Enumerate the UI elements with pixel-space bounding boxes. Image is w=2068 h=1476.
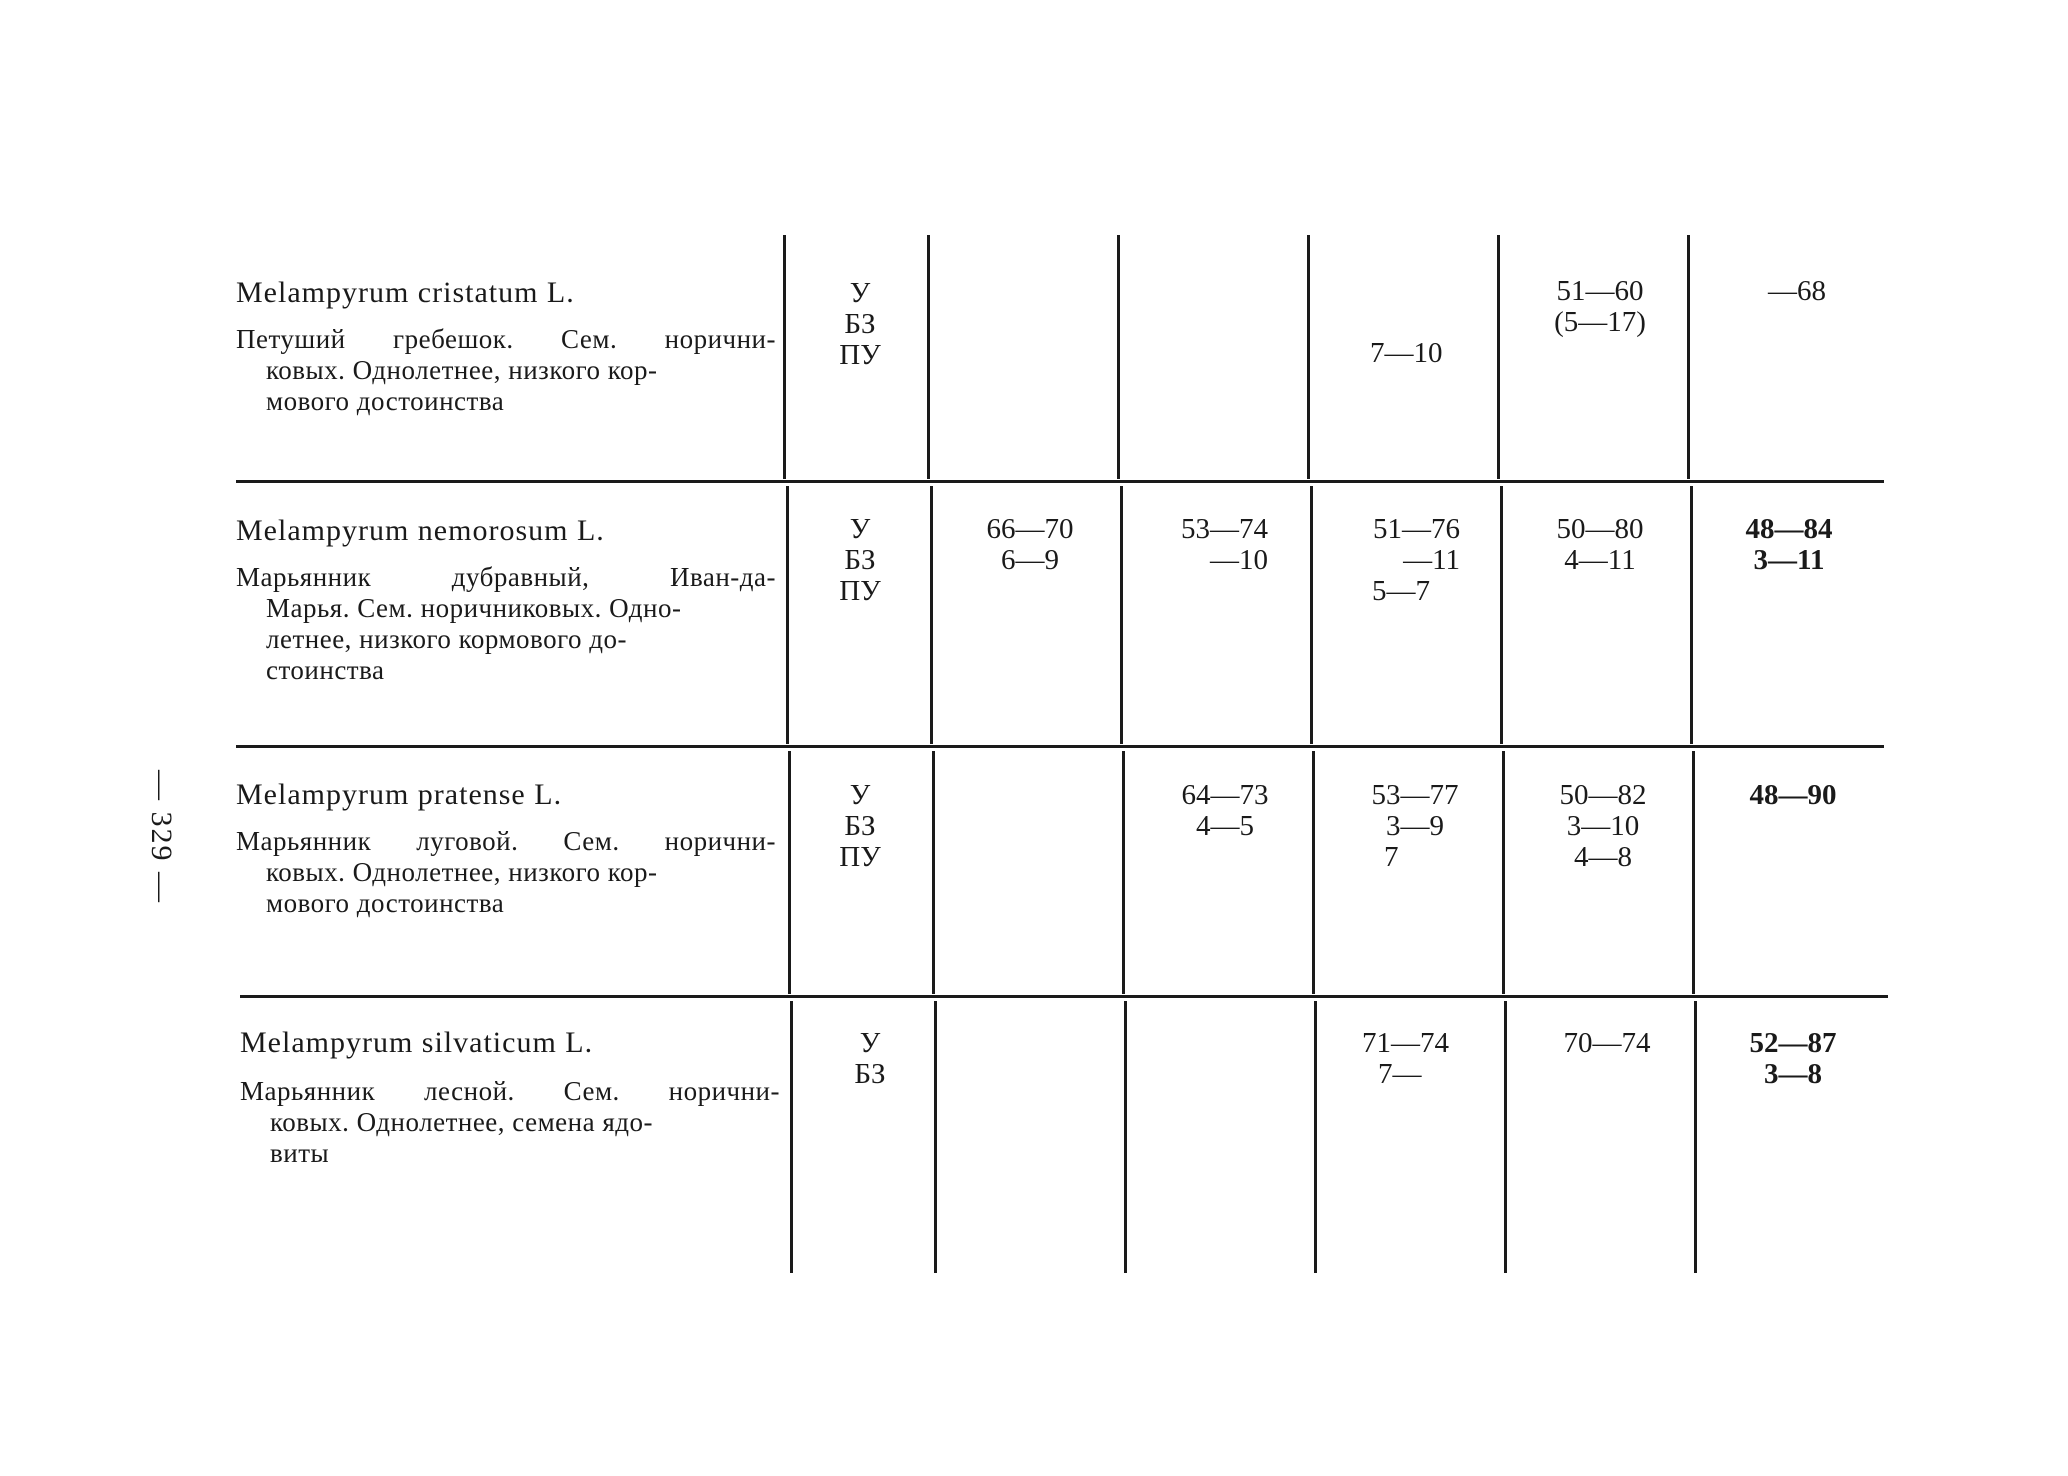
value: 4—5 (1196, 810, 1254, 842)
value: 64—73 (1181, 779, 1269, 811)
description-line: мового достоинства (266, 386, 505, 416)
value-cell (1734, 514, 1844, 576)
description-line: Марьянник луговой. Сем. норични- (236, 826, 776, 856)
column-divider (1122, 751, 1125, 994)
habitat-code: У (849, 513, 871, 545)
description-line: Петуший гребешок. Сем. норични- (236, 324, 776, 354)
column-divider (1307, 235, 1310, 479)
value: 3—8 (1764, 1058, 1822, 1090)
value: 3—9 (1386, 810, 1444, 842)
habitat-code: ПУ (839, 575, 881, 607)
value: 4—8 (1574, 841, 1632, 873)
description-line: Марья. Сем. норичниковых. Одно- (266, 593, 682, 623)
species-latin-name: Melampyrum silvaticum L. (240, 1026, 594, 1059)
value: —11 (1403, 544, 1460, 576)
habitat-code: БЗ (844, 308, 876, 340)
value: 3—11 (1753, 544, 1825, 576)
value-cell (1170, 780, 1280, 842)
habitat-code: У (849, 277, 871, 309)
value: 4—11 (1564, 544, 1636, 576)
value: 48—84 (1745, 513, 1833, 545)
value: 50—82 (1559, 779, 1647, 811)
value: 70—74 (1563, 1027, 1651, 1059)
column-divider (1692, 751, 1695, 994)
value: 66—70 (986, 513, 1074, 545)
species-latin-name: Melampyrum nemorosum L. (236, 514, 605, 547)
value: 51—76 (1373, 513, 1460, 545)
habitat-codes (800, 1028, 940, 1090)
column-divider (930, 486, 933, 744)
species-description (236, 324, 776, 417)
value: 7 (1384, 841, 1399, 873)
value: 53—74 (1181, 513, 1268, 545)
habitat-code: ПУ (839, 339, 881, 371)
column-divider (790, 1001, 793, 1273)
row-divider (240, 995, 1888, 998)
value: (5—17) (1554, 306, 1646, 338)
species-description (236, 826, 776, 919)
column-divider (1500, 486, 1503, 744)
description-line: ковых. Однолетнее, низкого кор- (266, 857, 658, 887)
column-divider (783, 235, 786, 479)
value-cell (1356, 514, 1460, 607)
column-divider (1312, 751, 1315, 994)
value-cell (1362, 1028, 1449, 1090)
value-cell (1738, 780, 1848, 811)
habitat-code: У (859, 1027, 881, 1059)
value: 71—74 (1362, 1027, 1449, 1059)
column-divider (1687, 235, 1690, 479)
column-divider (1117, 235, 1120, 479)
value-cell (1540, 276, 1660, 338)
value-cell (1360, 780, 1470, 873)
value: 7—10 (1370, 337, 1443, 369)
row-divider (236, 480, 1884, 483)
value-cell (1738, 1028, 1848, 1090)
value: 51—60 (1556, 275, 1644, 307)
column-divider (1314, 1001, 1317, 1273)
column-divider (932, 751, 935, 994)
value-cell (1768, 276, 1826, 307)
value-cell (1552, 1028, 1662, 1059)
value: —10 (1210, 544, 1268, 576)
value-cell (1545, 514, 1655, 576)
column-divider (1690, 486, 1693, 744)
column-divider (1124, 1001, 1127, 1273)
value: 3—10 (1566, 810, 1640, 842)
species-description (240, 1076, 780, 1169)
habitat-code: БЗ (854, 1058, 886, 1090)
species-latin-name: Melampyrum cristatum L. (236, 276, 575, 309)
species-latin-name: Melampyrum pratense L. (236, 778, 563, 811)
value: —68 (1768, 275, 1826, 307)
value: 53—77 (1371, 779, 1459, 811)
value-cell (1548, 780, 1658, 873)
column-divider (1502, 751, 1505, 994)
column-divider (1497, 235, 1500, 479)
value: 52—87 (1749, 1027, 1837, 1059)
value: 6—9 (1001, 544, 1059, 576)
description-line: ковых. Однолетнее, семена ядо- (270, 1107, 653, 1137)
habitat-code: БЗ (844, 544, 876, 576)
value-cell (975, 514, 1085, 576)
habitat-code: БЗ (844, 810, 876, 842)
value: 50—80 (1556, 513, 1644, 545)
habitat-codes (790, 514, 930, 607)
page-number: — 329 — (145, 770, 178, 904)
description-line: летнее, низкого кормового до- (266, 624, 628, 654)
column-divider (1120, 486, 1123, 744)
description-line: мового достоинства (266, 888, 505, 918)
value: 7— (1378, 1058, 1422, 1090)
column-divider (1310, 486, 1313, 744)
habitat-code: ПУ (839, 841, 881, 873)
value: 5—7 (1372, 575, 1430, 607)
column-divider (1504, 1001, 1507, 1273)
species-description (236, 562, 776, 686)
column-divider (786, 486, 789, 744)
description-line: виты (270, 1138, 330, 1168)
description-line: ковых. Однолетнее, низкого кор- (266, 355, 658, 385)
value-cell (1370, 338, 1443, 369)
value: 48—90 (1749, 779, 1837, 811)
column-divider (1694, 1001, 1697, 1273)
habitat-code: У (849, 779, 871, 811)
value-cell (1168, 514, 1268, 576)
description-line: стоинства (266, 655, 385, 685)
row-divider (236, 745, 1884, 748)
habitat-codes (790, 278, 930, 371)
description-line: Марьянник дубравный, Иван-да- (236, 562, 776, 592)
habitat-codes (790, 780, 930, 873)
description-line: Марьянник лесной. Сем. норични- (240, 1076, 780, 1106)
